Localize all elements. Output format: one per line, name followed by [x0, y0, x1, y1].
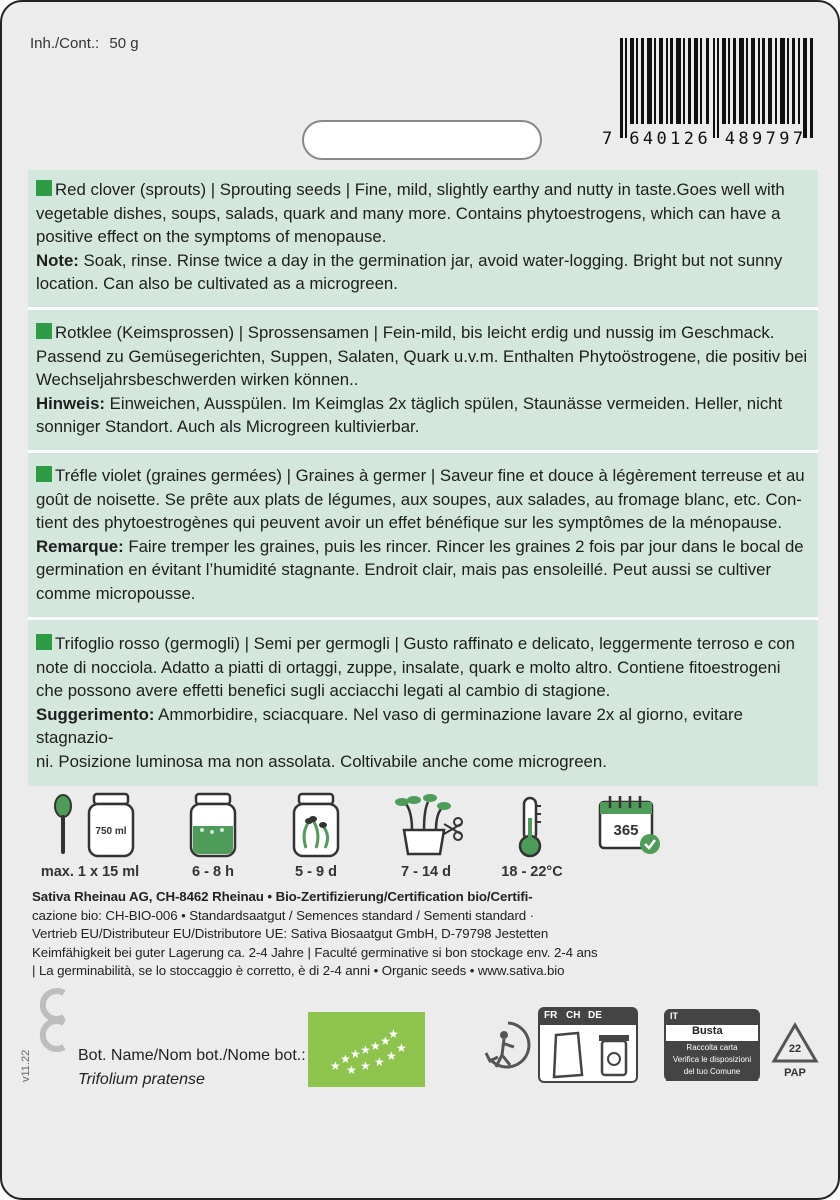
- note-label: Remarque:: [36, 536, 124, 556]
- botanical-name-value: Trifolium pratense: [78, 1071, 205, 1088]
- svg-text:★: ★: [380, 1034, 391, 1048]
- svg-text:★: ★: [370, 1039, 381, 1053]
- note-text: location. Can also be cultivated as a microgreen.: [36, 274, 398, 293]
- eu-leaf-stars-icon: [308, 1012, 425, 1087]
- section-line: tient des phytoestrogènes qui peuvent avoir un effet bénéfique sur les symptômes de la ménopause.: [36, 513, 782, 532]
- section-line: Passend zu Gemüsegerichten, Suppen, Salaten, Quark u.v.m. Enthalten Phytoöstrogene, die positiv bei: [36, 346, 808, 366]
- svg-text:★: ★: [360, 1059, 371, 1073]
- company-line: cazione bio: CH-BIO-006 • Standardsaatgut / Semences standard / Sementi standard ·: [32, 907, 535, 923]
- country-tag: DE: [588, 1010, 602, 1021]
- soaking-label: 6 - 8 h: [192, 864, 234, 880]
- green-square-icon: [36, 323, 52, 339]
- botanical-name-label: Bot. Name/Nom bot./Nome bot.:: [78, 1047, 306, 1064]
- thermometer-icon: [515, 796, 545, 860]
- info-tri-box: [538, 1007, 638, 1083]
- calendar-text: 365: [613, 822, 639, 839]
- section-line: note di nocciola. Adatto a piatti di ortaggi, zuppe, insalate, quark e molto altro. Contiene fitoestrogeni: [36, 657, 781, 677]
- paper-bag-icon: [550, 1031, 584, 1079]
- svg-text:★: ★: [374, 1055, 385, 1069]
- note-text: comme micropousse.: [36, 583, 196, 603]
- busta-line: Raccolta carta: [686, 1043, 738, 1052]
- busta-title: Busta: [692, 1025, 723, 1037]
- section-line: vegetable dishes, soups, salads, quark and many more. Contains phytoestrogens, which can have a: [36, 203, 781, 223]
- instruction-icons: [28, 792, 818, 887]
- divider: [28, 617, 818, 620]
- content-value: 50 g: [109, 35, 139, 52]
- section-line: Trifoglio rosso (germogli) | Semi per germogli | Gusto raffinato e delicato, leggermente terroso e con: [55, 634, 795, 653]
- section-line: Red clover (sprouts) | Sprouting seeds | Fine, mild, slightly earthy and nutty in taste.Goes well with: [55, 180, 785, 199]
- content-label: Inh./Cont.:: [30, 35, 100, 52]
- country-tag: CH: [566, 1010, 581, 1021]
- harvest-label: 7 - 14 d: [401, 864, 451, 880]
- section-line: positive effect on the symptoms of menopause.: [36, 227, 387, 246]
- ce-mark-icon: [30, 987, 74, 1052]
- country-tag: IT: [670, 1011, 678, 1021]
- svg-text:★: ★: [350, 1047, 361, 1061]
- hang-hole: [302, 120, 542, 160]
- harvest-icon: [392, 794, 472, 858]
- pap-number: 22: [788, 1043, 802, 1055]
- company-line: Vertrieb EU/Distributeur EU/Distributore UE: Sativa Biosaatgut GmbH, D-79798 Jestetten: [32, 926, 549, 942]
- section-italian: [36, 632, 812, 773]
- section-line: goût de noisette. Se prête aux plats de légumes, aux soupes, aux salades, au fromage blanc, etc. Con-: [36, 489, 802, 509]
- spoon-label: max. 1 x 15 ml: [40, 864, 140, 880]
- divider: [28, 307, 818, 310]
- note-label: Hinweis:: [36, 393, 106, 413]
- divider: [28, 450, 818, 453]
- note-text: germination en évitant l’humidité stagnante. Endroit clair, mais pas ensoleillé. Peut aussi se cultiver: [36, 560, 772, 579]
- svg-text:★: ★: [388, 1027, 399, 1041]
- company-line: | La germinabilità, se lo stoccaggio è corretto, è di 2-4 anni • Organic seeds • www.sativa.bio: [32, 963, 565, 979]
- svg-text:★: ★: [386, 1049, 397, 1063]
- net-content: [30, 35, 139, 52]
- spoon-icon: [52, 794, 74, 856]
- section-german: [36, 321, 812, 439]
- svg-text:★: ★: [396, 1041, 407, 1055]
- temperature-label: 18 - 22°C: [501, 864, 563, 880]
- jar-750ml-icon: [86, 792, 136, 858]
- section-english: [36, 178, 812, 296]
- note-text: Ammorbidire, sciacquare. Nel vaso di germinazione lavare 2x al giorno, evitare stagnazio-: [36, 704, 743, 747]
- italy-disposal-box: [664, 1009, 760, 1081]
- eu-organic-logo: [308, 1012, 425, 1087]
- svg-text:★: ★: [340, 1052, 351, 1066]
- note-text: sonniger Standort. Auch als Microgreen kultivierbar.: [36, 417, 420, 436]
- green-square-icon: [36, 180, 52, 196]
- svg-text:★: ★: [330, 1059, 341, 1073]
- company-line: Sativa Rheinau AG, CH-8462 Rheinau • Bio-Zertifizierung/Certification bio/Certifi-: [32, 889, 533, 904]
- section-french: [36, 464, 812, 605]
- company-line: Keimfähigkeit bei guter Lagerung ca. 2-4 Jahre | Faculté germinative si bon stockage env. 2-4 ans: [32, 944, 598, 960]
- barcode-number: 7 640126 489797: [602, 129, 807, 149]
- bin-icon: [596, 1031, 632, 1079]
- soaking-jar-icon: [188, 792, 238, 858]
- note-label: Suggerimento:: [36, 704, 155, 724]
- sprouting-jar-icon: [291, 792, 341, 858]
- country-tag: FR: [544, 1010, 558, 1021]
- description-panel: [28, 170, 818, 786]
- company-info: [32, 888, 662, 981]
- sprouting-label: 5 - 9 d: [295, 864, 337, 880]
- note-text: Faire tremper les graines, puis les rincer. Rincer les graines 2 fois par jour dans le bocal de: [123, 536, 804, 556]
- section-line: Tréfle violet (graines germées) | Graines à germer | Saveur fine et douce à légèrement terreuse et au: [55, 466, 805, 485]
- note-label: Note:: [36, 250, 79, 270]
- pap-label: PAP: [784, 1067, 806, 1079]
- svg-text:★: ★: [360, 1043, 371, 1057]
- busta-line: del tuo Comune: [683, 1067, 741, 1076]
- section-line: che possono avere effetti benefici sugli acciacchi legati al cambio di stagione.: [36, 681, 611, 700]
- section-line: Rotklee (Keimsprossen) | Sprossensamen | Fein-mild, bis leicht erdig und nussig im Geschmack.: [55, 323, 775, 342]
- section-line: Wechseljahrsbeschwerden wirken können..: [36, 370, 359, 389]
- green-square-icon: [36, 466, 52, 482]
- jar-volume-text: 750 ml: [95, 826, 127, 837]
- busta-line: Verifica le disposizioni: [672, 1055, 752, 1064]
- green-square-icon: [36, 634, 52, 650]
- recycling-info: [482, 1007, 822, 1097]
- note-text: ni. Posizione luminosa ma non assolata. Coltivabile anche come microgreen.: [36, 751, 607, 771]
- svg-text:★: ★: [346, 1063, 357, 1077]
- note-text: Soak, rinse. Rinse twice a day in the germination jar, avoid water-logging. Bright but not sunny: [78, 250, 783, 270]
- triman-icon: [482, 1019, 534, 1075]
- version-code: v11.22: [20, 1049, 32, 1082]
- note-text: Einweichen, Ausspülen. Im Keimglas 2x täglich spülen, Staunässe vermeiden. Heller, nicht: [105, 393, 783, 413]
